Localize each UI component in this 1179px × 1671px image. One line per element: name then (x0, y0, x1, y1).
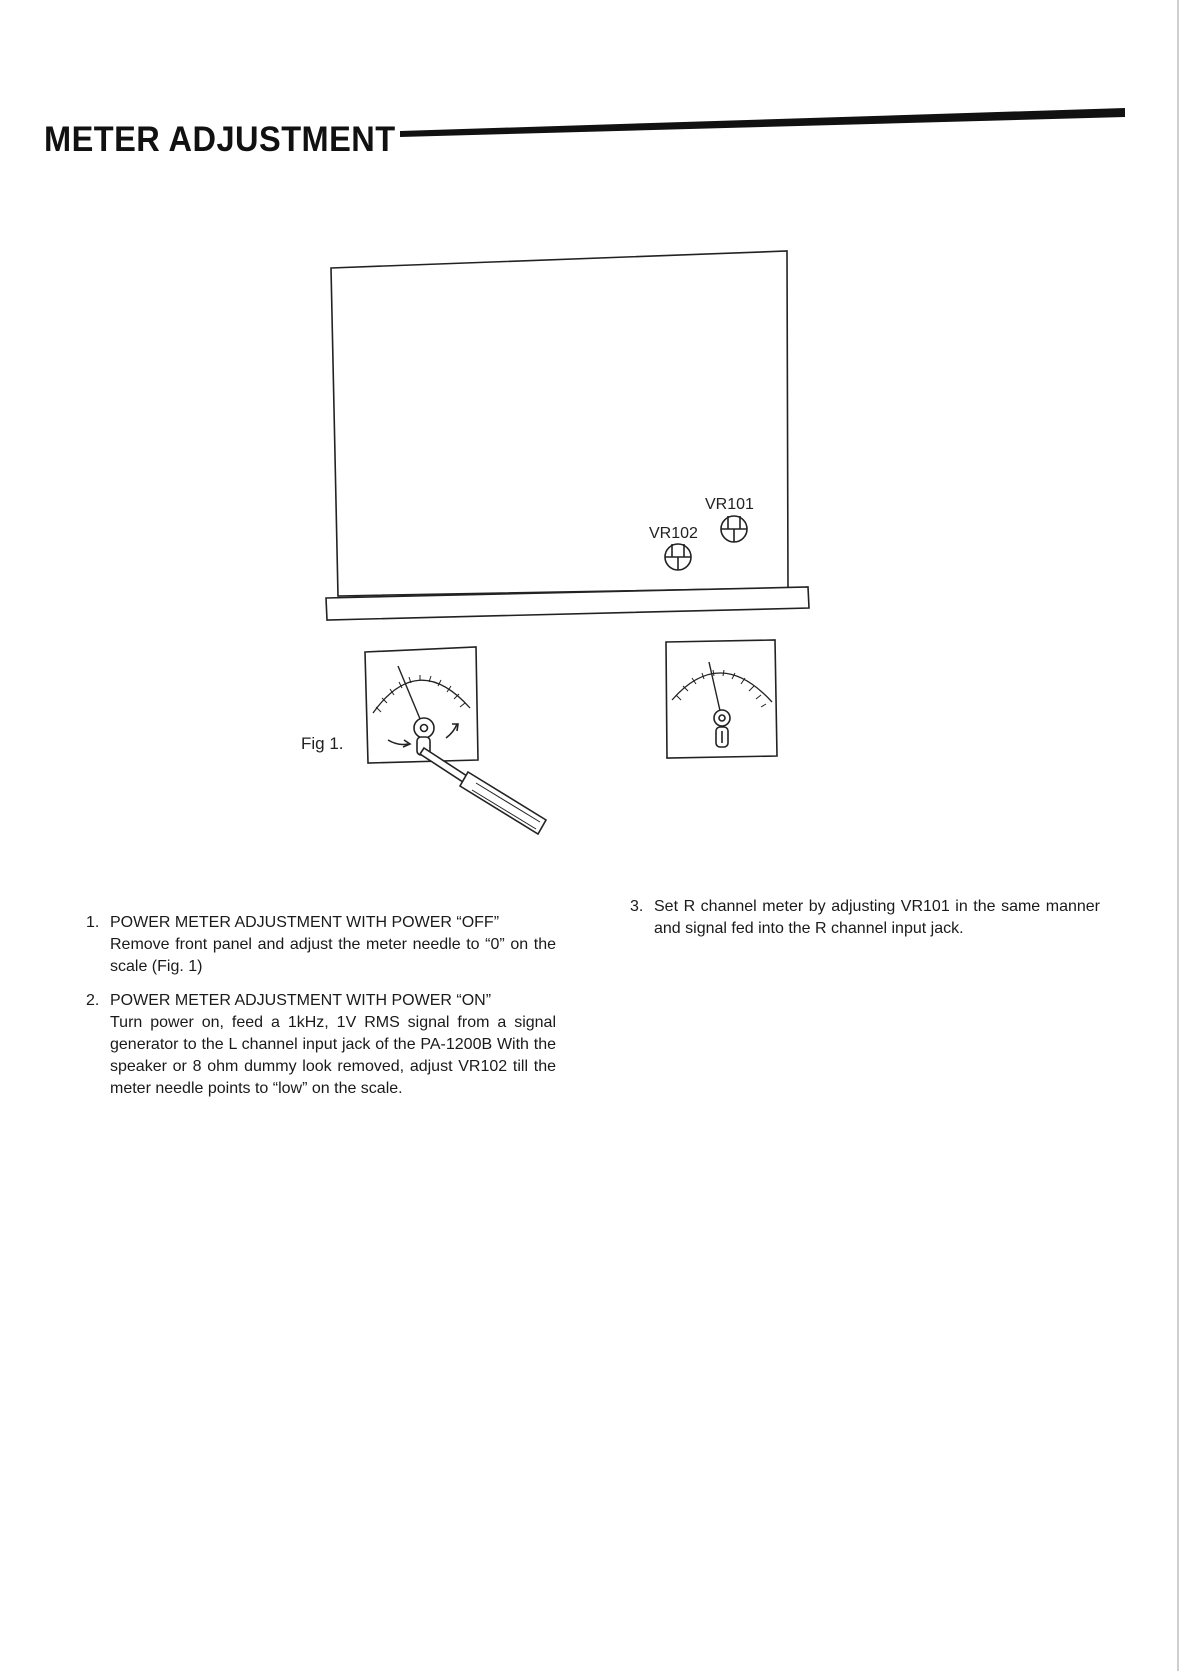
step-1 (86, 912, 556, 978)
step-body: Remove front panel and adjust the meter needle to “0” on the scale (Fig. 1) (110, 936, 556, 975)
figure-caption: Fig 1. (301, 734, 344, 753)
step-body: Set R channel meter by adjusting VR101 in the same manner and signal fed into the R channel input jack. (654, 898, 1100, 937)
step-2 (86, 990, 556, 1100)
step-heading: POWER METER ADJUSTMENT WITH POWER “ON” (110, 992, 492, 1009)
step-body: Turn power on, feed a 1kHz, 1V RMS signal from a signal generator to the L channel input jack of the PA-1200B With the speaker or 8 ohm dummy look removed, adjust VR102 till the meter needle points to “low” on the scale. (110, 1014, 556, 1097)
right-meter (666, 640, 777, 758)
steps-left-column (86, 912, 556, 1112)
left-meter (365, 647, 478, 763)
step-3 (630, 896, 1100, 940)
vr101-label: VR101 (705, 496, 754, 513)
step-number: 2. (86, 992, 100, 1009)
steps-right-column (630, 896, 1100, 952)
step-heading: POWER METER ADJUSTMENT WITH POWER “OFF” (110, 914, 500, 931)
vr102-label: VR102 (649, 525, 698, 542)
step-number: 3. (630, 898, 644, 915)
chassis-outline (331, 251, 788, 596)
step-number: 1. (86, 914, 100, 931)
page-title: METER ADJUSTMENT (44, 120, 396, 159)
screwdriver-icon (420, 748, 546, 834)
